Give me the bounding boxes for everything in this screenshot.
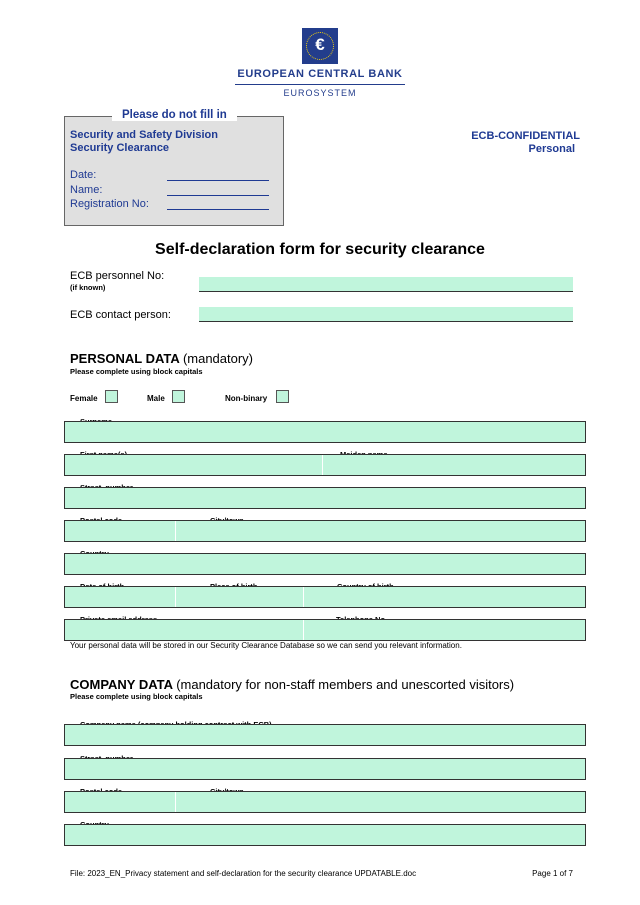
company-postal-code-input[interactable]: [65, 792, 173, 812]
city-input[interactable]: [176, 521, 585, 541]
office-name-line: [167, 195, 269, 196]
telephone-input[interactable]: [304, 620, 585, 640]
classification: ECB-CONFIDENTIAL Personal: [471, 130, 580, 155]
form-title: Self-declaration form for security clearance: [155, 241, 485, 258]
office-registration-label: Registration No:: [70, 198, 149, 210]
company-data-title: COMPANY DATA (mandatory for non-staff members and unescorted visitors): [70, 677, 515, 692]
personal-data-subtitle: Please complete using block capitals: [70, 367, 203, 376]
company-street-input[interactable]: [64, 758, 586, 780]
country-of-birth-input[interactable]: [304, 587, 585, 607]
office-date-label: Date:: [70, 169, 97, 181]
eurosystem-label: EUROSYSTEM: [283, 88, 357, 98]
maiden-name-input[interactable]: [323, 455, 585, 475]
bank-name: EUROPEAN CENTRAL BANK: [237, 68, 403, 80]
office-name-label: Name:: [70, 184, 103, 196]
surname-input[interactable]: [64, 421, 586, 443]
company-country-input[interactable]: [64, 824, 586, 846]
footer-page: Page 1 of 7: [532, 869, 573, 878]
gender-female-checkbox[interactable]: [105, 390, 118, 403]
company-city-input[interactable]: [176, 792, 585, 812]
office-registration-line: [167, 209, 269, 210]
footer-file: File: 2023_EN_Privacy statement and self-declaration for the security clearance UPDATABLE.doc: [70, 869, 417, 878]
office-date-line: [167, 180, 269, 181]
contact-person-label: ECB contact person:: [70, 309, 171, 321]
street-input[interactable]: [64, 487, 586, 509]
first-names-input[interactable]: [65, 455, 321, 475]
contact-person-input[interactable]: [199, 307, 573, 322]
postal-code-input[interactable]: [65, 521, 173, 541]
gender-male-label: Male: [147, 394, 165, 403]
email-input[interactable]: [65, 620, 301, 640]
privacy-note: Your personal data will be stored in our Security Clearance Database so we can send you relevant information.: [70, 641, 462, 650]
personal-data-title: PERSONAL DATA (mandatory): [70, 351, 254, 366]
personnel-no-hint: (if known): [70, 283, 106, 292]
date-of-birth-input[interactable]: [65, 587, 173, 607]
office-use-title: Please do not fill in: [112, 109, 237, 121]
ecb-logo: [0, 28, 640, 98]
company-name-input[interactable]: [64, 724, 586, 746]
company-data-subtitle: Please complete using block capitals: [70, 692, 203, 701]
gender-nonbinary-checkbox[interactable]: [276, 390, 289, 403]
personnel-no-input[interactable]: [199, 277, 573, 292]
gender-nonbinary-label: Non-binary: [225, 394, 268, 403]
office-division: Security and Safety Division Security Clearance: [70, 129, 218, 154]
country-input[interactable]: [64, 553, 586, 575]
euro-symbol-icon: €: [302, 28, 338, 64]
personnel-no-label: ECB personnel No:: [70, 270, 165, 282]
gender-female-label: Female: [70, 394, 98, 403]
place-of-birth-input[interactable]: [176, 587, 301, 607]
gender-male-checkbox[interactable]: [172, 390, 185, 403]
